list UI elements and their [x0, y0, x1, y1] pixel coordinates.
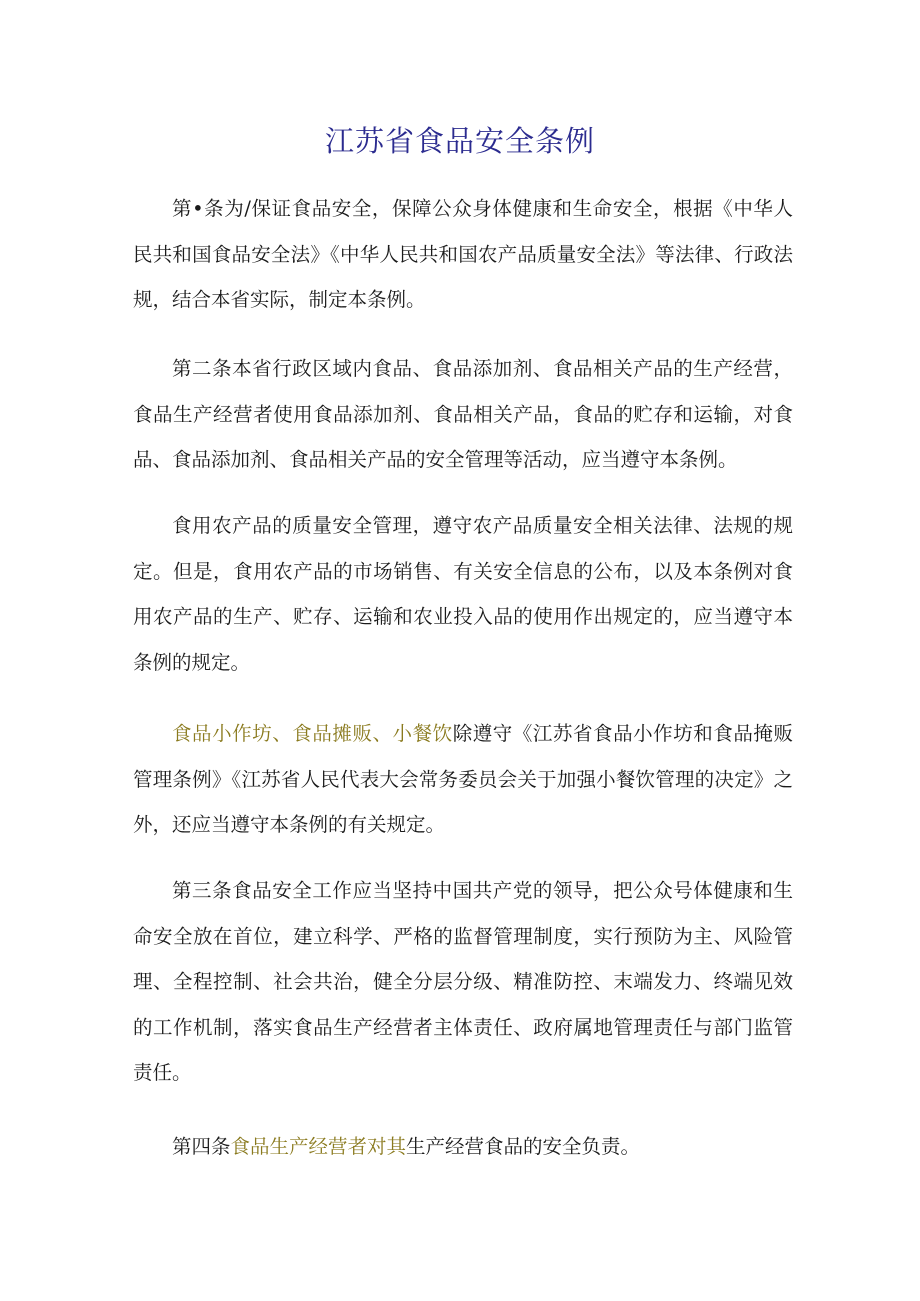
paragraph-article-3: [133, 868, 793, 1096]
paragraph-text: 生产经营食品的安全负责。: [406, 1135, 641, 1158]
highlighted-text: 食品生产经营者对其: [230, 1135, 407, 1158]
paragraph-text: 第三条食品安全工作应当坚持中国共产党的领导，把公众号体健康和生命安全放在首位，建立科学、严格的监督管理制度，实行预防为主、风险管理、全程控制、社会共治，健全分层分级、精准防控、末端发力、终端见效的工作机制，落实食品生产经营者主体责任、政府属地管理责任与部门监管责任。: [133, 879, 793, 1084]
paragraph-text: 除遵守《江苏省食品小作坊和食品掩贩管理条例》《江苏省人民代表大会常务委员会关于加强小餐饮管理的决定》之外，还应当遵守本条例的有关规定。: [133, 722, 793, 836]
document-title: 江苏省食品安全条例: [324, 124, 595, 158]
paragraph-text: 第二条本省行政区域内食品、食品添加剂、食品相关产品的生产经营，食品生产经营者使用食品添加剂、食品相关产品，食品的贮存和运输，对食品、食品添加剂、食品相关产品的安全管理等活动，应当遵守本条例。: [133, 357, 793, 471]
paragraph-article-2: [133, 346, 793, 483]
paragraph-text: 第四条: [172, 1135, 231, 1158]
paragraph-article-2-clause-3: [133, 711, 793, 848]
paragraph-article-4: [133, 1124, 793, 1170]
paragraph-article-2-clause-2: [133, 503, 793, 685]
paragraph-text: 食用农产品的质量安全管理，遵守农产品质量安全相关法律、法规的规定。但是，食用农产品的市场销售、有关安全信息的公布，以及本条例对食用农产品的生产、贮存、运输和农业投入品的使用作出规定的，应当遵守本条例的规定。: [133, 514, 793, 674]
paragraph-article-1: [133, 186, 793, 323]
paragraph-text: 第•条为/保证食品安全，保障公众身体健康和生命安全，根据《中华人民共和国食品安全法》《中华人民共和国农产品质量安全法》等法律、行政法规，结合本省实际，制定本条例。: [133, 197, 793, 311]
highlighted-text: 食品小作坊、食品摊贩、小餐饮: [172, 722, 453, 745]
